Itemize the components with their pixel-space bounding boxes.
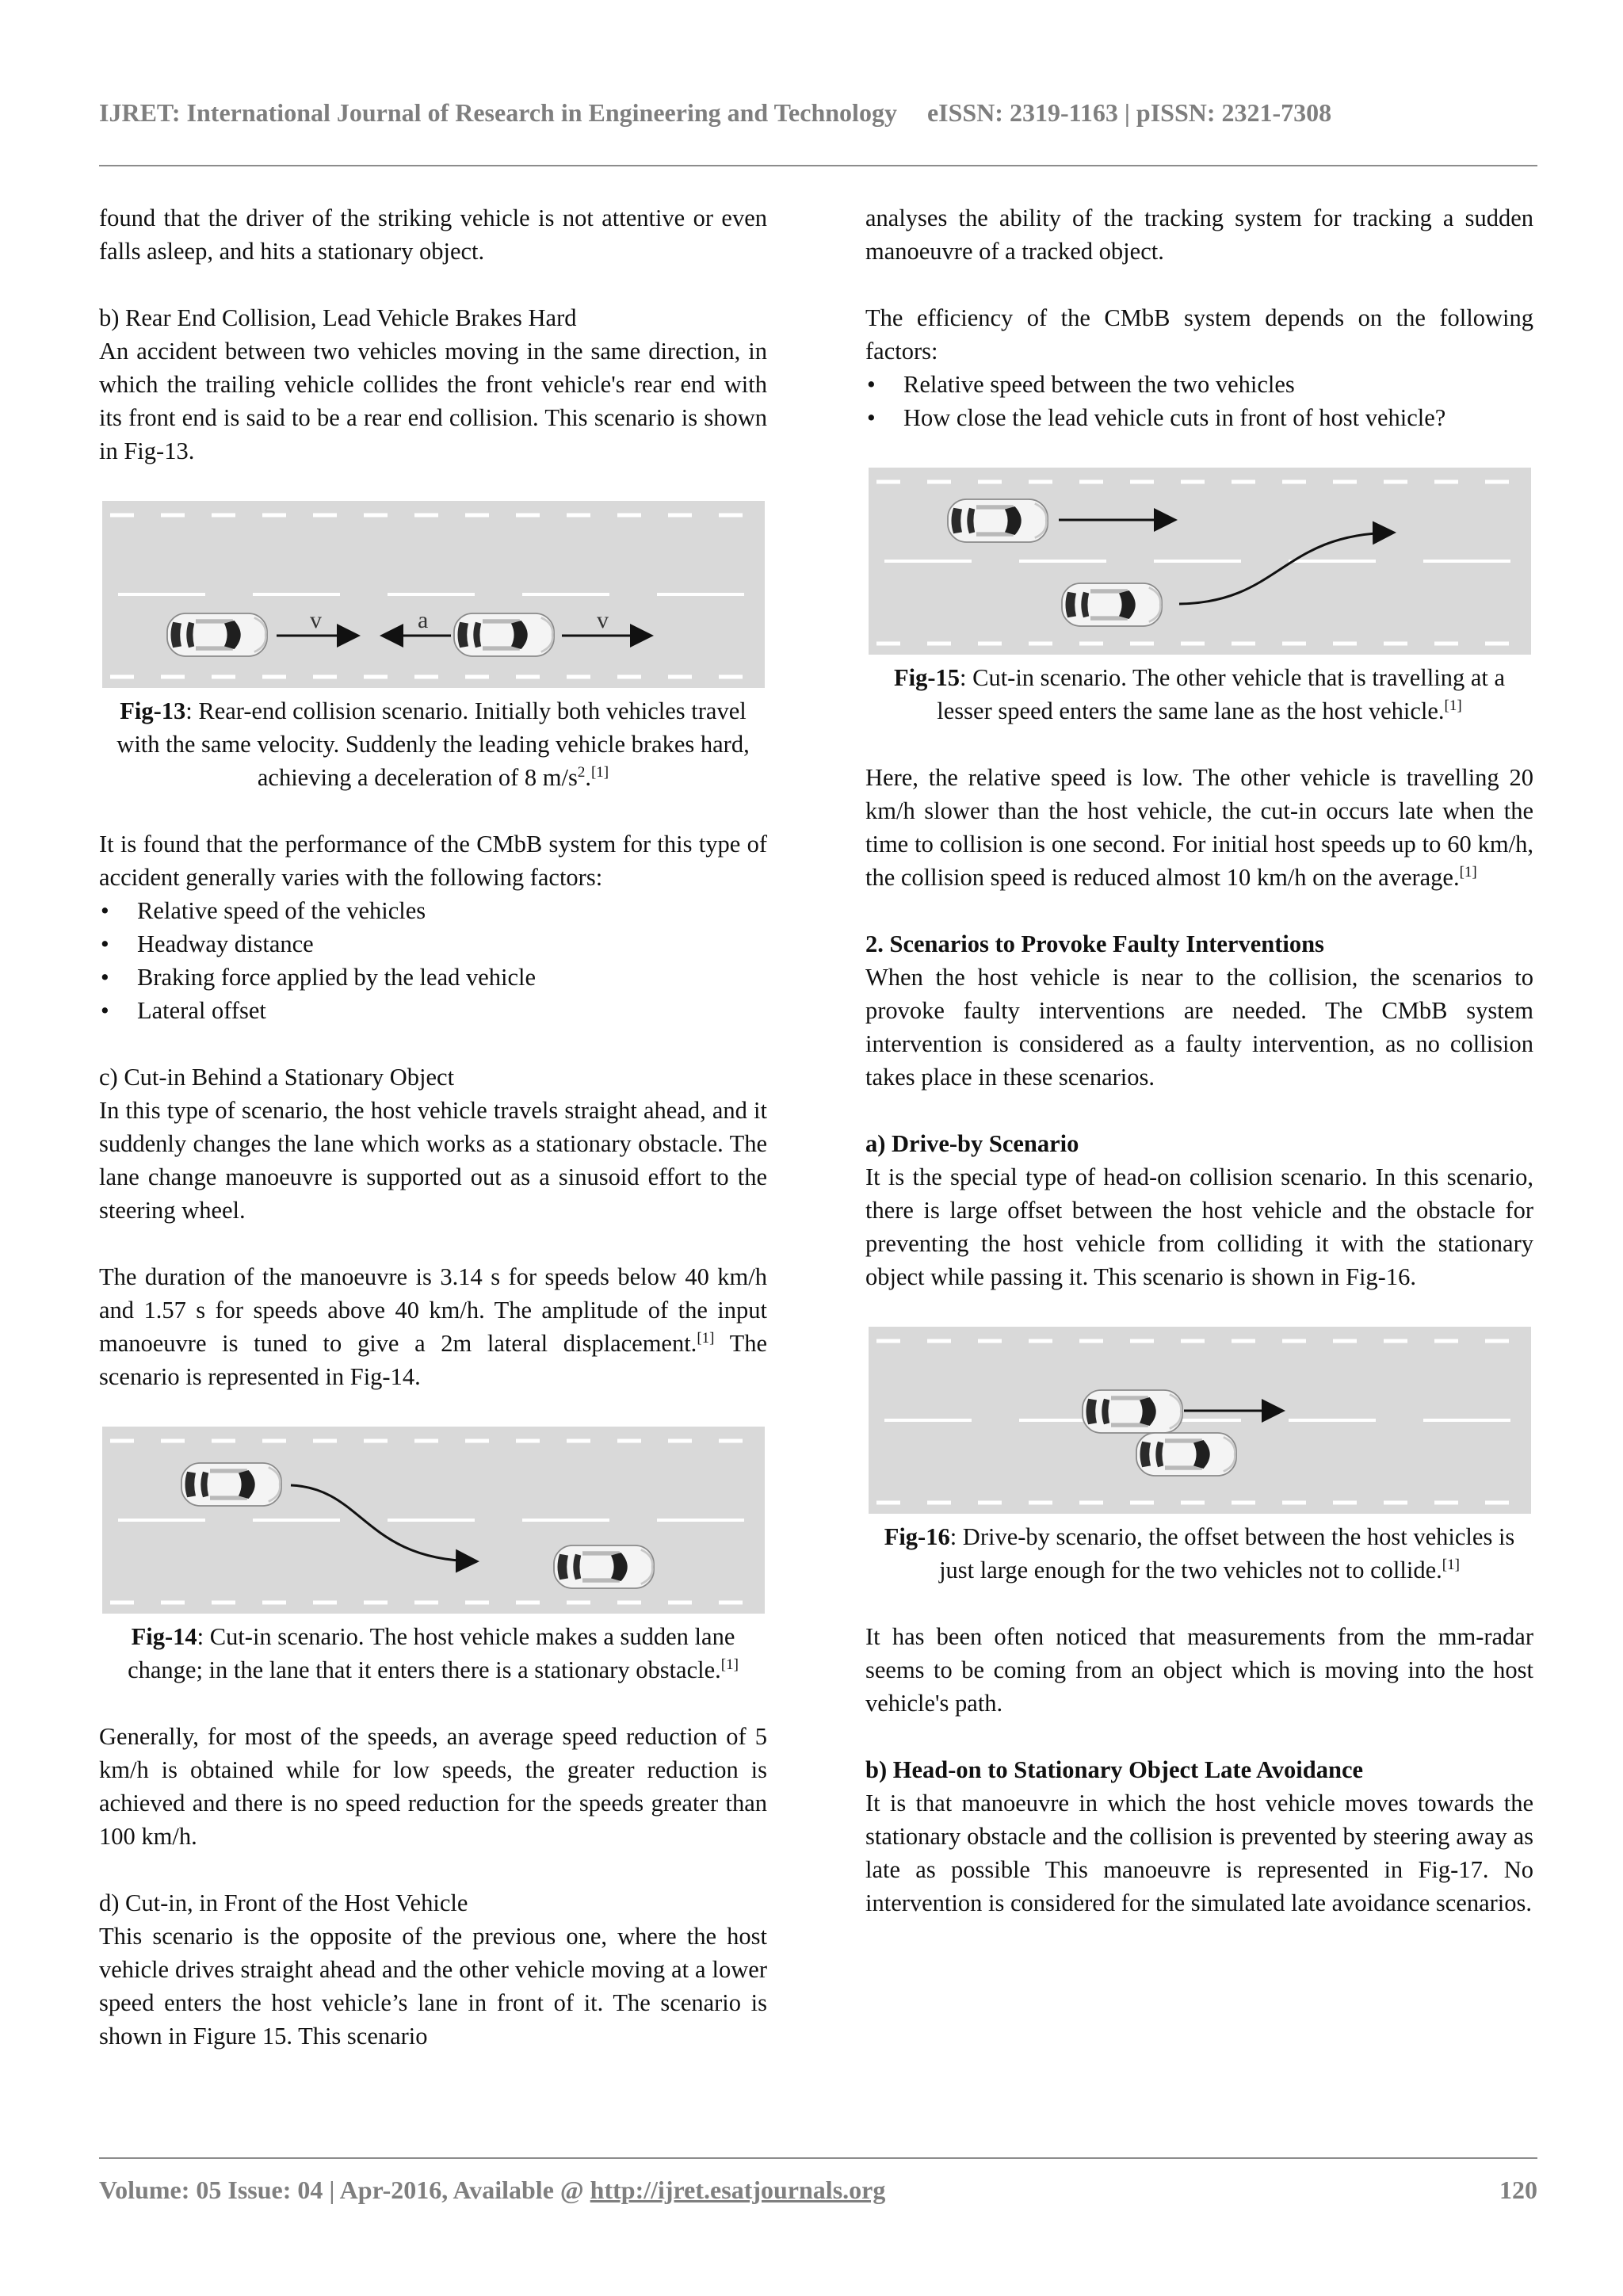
paragraph: When the host vehicle is near to the collision, the scenarios to provoke faulty interventions are needed. The CMbB system intervention is considered as a faulty intervention, as no collision takes place in these scenarios.: [865, 964, 1533, 1091]
car-icon: [181, 1463, 281, 1506]
paragraph: This scenario is the opposite of the previous one, where the host vehicle drives straight ahead and the other vehicle moving at a lower speed enters the host vehicle’s lane in front of it. The scenario is shown in Figure 15. This scenario: [99, 1923, 767, 2050]
fig13-road-diagram: [102, 501, 765, 688]
figure-13: [99, 501, 767, 794]
velocity-label: v: [596, 607, 609, 633]
paragraph: Here, the relative speed is low. The other vehicle is travelling 20 km/h slower than the host vehicle, the cut-in occurs late when the time to collision is one second. For initial host speeds up to 60 km/h, the collision speed is reduced almost 10 km/h on the average.[1]: [865, 764, 1533, 891]
list-item: • Headway distance: [99, 927, 767, 961]
list-item: • Relative speed of the vehicles: [99, 894, 767, 927]
fig15-road-diagram: [869, 468, 1531, 655]
list-item: • Lateral offset: [99, 994, 767, 1027]
figure-15: [865, 468, 1533, 728]
section-heading: d) Cut-in, in Front of the Host Vehicle: [99, 1889, 468, 1916]
section-heading: 2. Scenarios to Provoke Faulty Interventions: [865, 930, 1324, 957]
left-column: [99, 201, 767, 2086]
car-icon: [454, 613, 554, 656]
list-item: • How close the lead vehicle cuts in front of host vehicle?: [865, 401, 1533, 434]
paragraph: It is the special type of head-on collision scenario. In this scenario, there is large offset between the host vehicle and the obstacle for preventing the host vehicle from colliding it with the stationary object while passing it. This scenario is shown in Fig-16.: [865, 1163, 1533, 1290]
paragraph: It has been often noticed that measurements from the mm-radar seems to be coming from an object which is moving into the host vehicle's path.: [865, 1623, 1533, 1717]
paragraph: It is found that the performance of the CMbB system for this type of accident generally varies with the following factors:: [99, 831, 767, 891]
list-item: • Relative speed between the two vehicles: [865, 368, 1533, 401]
velocity-label: v: [309, 607, 322, 633]
journal-link[interactable]: http://ijret.esatjournals.org: [590, 2176, 886, 2204]
fig13-caption: Fig-13: Rear-end collision scenario. Initially both vehicles travel with the same velocity. Suddenly the leading vehicle brakes hard, achieving a deceleration of 8 $m/s^2.[1]$: [116, 697, 750, 791]
paragraph: An accident between two vehicles moving in the same direction, in which the trailing vehicle collides the front vehicle's rear end with its front end is said to be a rear end collision. This scenario is shown in Fig-13.: [99, 338, 767, 464]
car-icon: [1083, 1390, 1182, 1433]
issn: eISSN: 2319-1163 | pISSN: 2321-7308: [926, 98, 1332, 127]
paragraph: found that the driver of the striking vehicle is not attentive or even falls asleep, and hits a stationary object.: [99, 204, 767, 265]
paragraph: The duration of the manoeuvre is 3.14 s for speeds below 40 km/h and 1.57 s for speeds above 40 km/h. The amplitude of the input manoeuvre is tuned to give a 2m lateral displacement.[1] The scenario is represented in Fig-14.: [99, 1263, 767, 1390]
car-icon: [554, 1545, 654, 1588]
paragraph: The efficiency of the CMbB system depends on the following factors:: [865, 304, 1533, 365]
figure-14: [99, 1427, 767, 1687]
section-heading: b) Rear End Collision, Lead Vehicle Brakes Hard: [99, 304, 577, 331]
car-icon: [167, 613, 267, 656]
list-item: • Braking force applied by the lead vehicle: [99, 961, 767, 994]
journal-title: IJRET: International Journal of Research in Engineering and Technology: [99, 98, 897, 127]
factors-list: [99, 894, 767, 1027]
paragraph: It is that manoeuvre in which the host vehicle moves towards the stationary obstacle and the collision is prevented by steering away as late as possible This manoeuvre is represented in Fig-17. No intervention is considered for the simulated late avoidance scenarios.: [865, 1790, 1533, 1916]
footer-rule: [99, 2157, 1537, 2159]
fig16-caption: Fig-16: Drive-by scenario, the offset between the host vehicles is just large enough for the two vehicles not to collide.[1]: [884, 1523, 1515, 1584]
deceleration-label: a: [417, 607, 428, 633]
section-heading: c) Cut-in Behind a Stationary Object: [99, 1064, 455, 1091]
fig14-road-diagram: [102, 1427, 765, 1614]
car-icon: [948, 499, 1048, 542]
header-rule: [99, 165, 1537, 166]
car-icon: [1062, 583, 1162, 626]
section-heading: b) Head-on to Stationary Object Late Avoidance: [865, 1756, 1364, 1783]
section-heading: a) Drive-by Scenario: [865, 1130, 1079, 1157]
fig15-caption: Fig-15: Cut-in scenario. The other vehicle that is travelling at a lesser speed enters the same lane as the host vehicle.[1]: [893, 664, 1506, 724]
figure-16: [865, 1327, 1533, 1587]
paragraph: Generally, for most of the speeds, an average speed reduction of 5 km/h is obtained while for low speeds, the greater reduction is achieved and there is no speed reduction for the speeds greater than 100 km/h.: [99, 1723, 767, 1850]
paragraph: In this type of scenario, the host vehicle travels straight ahead, and it suddenly changes the lane which works as a stationary obstacle. The lane change manoeuvre is supported out as a sinusoid effort to the steering wheel.: [99, 1097, 767, 1224]
running-header: [99, 98, 1537, 128]
efficiency-factors-list: [865, 368, 1533, 434]
car-icon: [1136, 1433, 1236, 1476]
running-footer: [99, 2176, 1537, 2205]
right-column: [865, 201, 1533, 1953]
page-number: 120: [1499, 2176, 1537, 2204]
paragraph: analyses the ability of the tracking system for tracking a sudden manoeuvre of a tracked object.: [865, 204, 1533, 265]
footer-text: Volume: 05 Issue: 04 | Apr-2016, Available @: [99, 2176, 590, 2204]
fig14-caption: Fig-14: Cut-in scenario. The host vehicle makes a sudden lane change; in the lane that it enters there is a stationary obstacle.[1]: [128, 1623, 739, 1683]
fig16-road-diagram: [869, 1327, 1531, 1514]
